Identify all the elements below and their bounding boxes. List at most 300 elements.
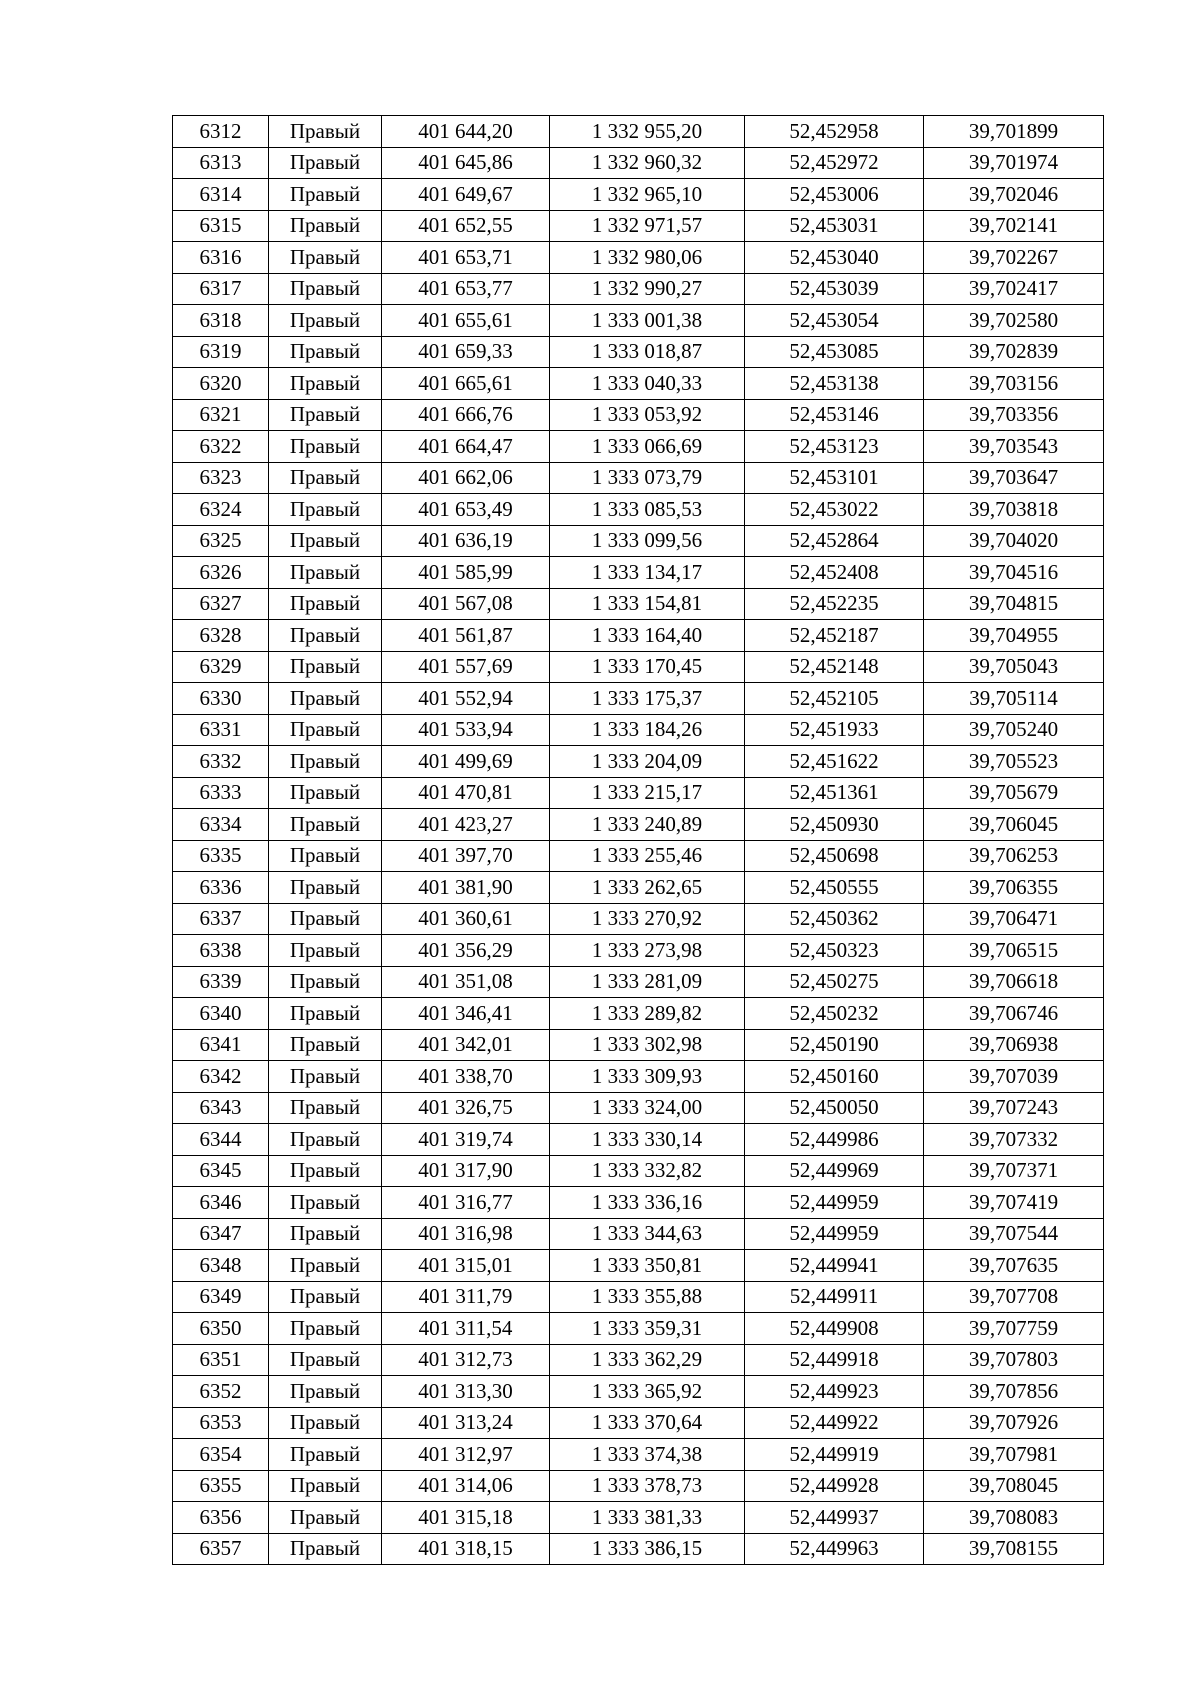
point-number-cell: 6312 [173,116,269,148]
x-coordinate-cell: 401 338,70 [382,1061,550,1093]
side-cell: Правый [269,998,382,1030]
longitude-cell: 39,708155 [924,1533,1104,1565]
latitude-cell: 52,452187 [745,620,924,652]
y-coordinate-cell: 1 333 255,46 [550,840,745,872]
x-coordinate-cell: 401 311,79 [382,1281,550,1313]
y-coordinate-cell: 1 333 324,00 [550,1092,745,1124]
table-row [173,714,1104,746]
table-row [173,683,1104,715]
side-cell: Правый [269,1187,382,1219]
side-cell: Правый [269,840,382,872]
table-row [173,1250,1104,1282]
table-row [173,273,1104,305]
longitude-cell: 39,702046 [924,179,1104,211]
side-cell: Правый [269,588,382,620]
x-coordinate-cell: 401 316,77 [382,1187,550,1219]
y-coordinate-cell: 1 333 204,09 [550,746,745,778]
longitude-cell: 39,702417 [924,273,1104,305]
x-coordinate-cell: 401 653,49 [382,494,550,526]
table-row [173,210,1104,242]
latitude-cell: 52,449959 [745,1187,924,1219]
x-coordinate-cell: 401 664,47 [382,431,550,463]
point-number-cell: 6322 [173,431,269,463]
side-cell: Правый [269,620,382,652]
point-number-cell: 6356 [173,1502,269,1534]
side-cell: Правый [269,1218,382,1250]
x-coordinate-cell: 401 645,86 [382,147,550,179]
side-cell: Правый [269,1470,382,1502]
y-coordinate-cell: 1 333 386,15 [550,1533,745,1565]
table-row [173,179,1104,211]
y-coordinate-cell: 1 333 381,33 [550,1502,745,1534]
longitude-cell: 39,706253 [924,840,1104,872]
point-number-cell: 6335 [173,840,269,872]
point-number-cell: 6318 [173,305,269,337]
longitude-cell: 39,707981 [924,1439,1104,1471]
latitude-cell: 52,452235 [745,588,924,620]
latitude-cell: 52,451361 [745,777,924,809]
side-cell: Правый [269,1407,382,1439]
y-coordinate-cell: 1 333 370,64 [550,1407,745,1439]
side-cell: Правый [269,242,382,274]
latitude-cell: 52,449937 [745,1502,924,1534]
table-row [173,368,1104,400]
x-coordinate-cell: 401 636,19 [382,525,550,557]
longitude-cell: 39,708045 [924,1470,1104,1502]
x-coordinate-cell: 401 360,61 [382,903,550,935]
coordinates-table [172,115,1104,1565]
y-coordinate-cell: 1 333 355,88 [550,1281,745,1313]
table-row [173,998,1104,1030]
point-number-cell: 6342 [173,1061,269,1093]
longitude-cell: 39,707926 [924,1407,1104,1439]
y-coordinate-cell: 1 333 281,09 [550,966,745,998]
y-coordinate-cell: 1 333 170,45 [550,651,745,683]
longitude-cell: 39,704955 [924,620,1104,652]
y-coordinate-cell: 1 333 099,56 [550,525,745,557]
y-coordinate-cell: 1 333 184,26 [550,714,745,746]
longitude-cell: 39,703156 [924,368,1104,400]
side-cell: Правый [269,179,382,211]
x-coordinate-cell: 401 659,33 [382,336,550,368]
y-coordinate-cell: 1 333 289,82 [550,998,745,1030]
y-coordinate-cell: 1 333 302,98 [550,1029,745,1061]
side-cell: Правый [269,746,382,778]
longitude-cell: 39,707759 [924,1313,1104,1345]
side-cell: Правый [269,1313,382,1345]
table-row [173,494,1104,526]
table-row [173,1124,1104,1156]
x-coordinate-cell: 401 653,77 [382,273,550,305]
x-coordinate-cell: 401 313,24 [382,1407,550,1439]
x-coordinate-cell: 401 470,81 [382,777,550,809]
latitude-cell: 52,449908 [745,1313,924,1345]
table-row [173,336,1104,368]
latitude-cell: 52,453138 [745,368,924,400]
y-coordinate-cell: 1 333 309,93 [550,1061,745,1093]
x-coordinate-cell: 401 313,30 [382,1376,550,1408]
coordinates-table-body [173,116,1104,1565]
point-number-cell: 6344 [173,1124,269,1156]
side-cell: Правый [269,683,382,715]
longitude-cell: 39,706618 [924,966,1104,998]
y-coordinate-cell: 1 333 332,82 [550,1155,745,1187]
point-number-cell: 6347 [173,1218,269,1250]
y-coordinate-cell: 1 333 040,33 [550,368,745,400]
point-number-cell: 6325 [173,525,269,557]
longitude-cell: 39,705043 [924,651,1104,683]
y-coordinate-cell: 1 333 378,73 [550,1470,745,1502]
side-cell: Правый [269,935,382,967]
x-coordinate-cell: 401 315,01 [382,1250,550,1282]
side-cell: Правый [269,872,382,904]
point-number-cell: 6348 [173,1250,269,1282]
y-coordinate-cell: 1 333 085,53 [550,494,745,526]
side-cell: Правый [269,305,382,337]
latitude-cell: 52,450190 [745,1029,924,1061]
point-number-cell: 6332 [173,746,269,778]
latitude-cell: 52,451933 [745,714,924,746]
longitude-cell: 39,702267 [924,242,1104,274]
latitude-cell: 52,449963 [745,1533,924,1565]
latitude-cell: 52,449911 [745,1281,924,1313]
x-coordinate-cell: 401 316,98 [382,1218,550,1250]
x-coordinate-cell: 401 652,55 [382,210,550,242]
longitude-cell: 39,707708 [924,1281,1104,1313]
y-coordinate-cell: 1 333 273,98 [550,935,745,967]
latitude-cell: 52,452148 [745,651,924,683]
longitude-cell: 39,705679 [924,777,1104,809]
x-coordinate-cell: 401 346,41 [382,998,550,1030]
table-row [173,809,1104,841]
y-coordinate-cell: 1 333 365,92 [550,1376,745,1408]
point-number-cell: 6343 [173,1092,269,1124]
x-coordinate-cell: 401 649,67 [382,179,550,211]
point-number-cell: 6324 [173,494,269,526]
x-coordinate-cell: 401 326,75 [382,1092,550,1124]
table-row [173,557,1104,589]
latitude-cell: 52,450698 [745,840,924,872]
table-row [173,1376,1104,1408]
longitude-cell: 39,702839 [924,336,1104,368]
latitude-cell: 52,450930 [745,809,924,841]
point-number-cell: 6355 [173,1470,269,1502]
latitude-cell: 52,449969 [745,1155,924,1187]
side-cell: Правый [269,210,382,242]
x-coordinate-cell: 401 423,27 [382,809,550,841]
side-cell: Правый [269,1124,382,1156]
longitude-cell: 39,703356 [924,399,1104,431]
latitude-cell: 52,450275 [745,966,924,998]
y-coordinate-cell: 1 333 154,81 [550,588,745,620]
table-row [173,1344,1104,1376]
y-coordinate-cell: 1 332 980,06 [550,242,745,274]
side-cell: Правый [269,1281,382,1313]
side-cell: Правый [269,1502,382,1534]
side-cell: Правый [269,431,382,463]
x-coordinate-cell: 401 665,61 [382,368,550,400]
point-number-cell: 6334 [173,809,269,841]
latitude-cell: 52,449959 [745,1218,924,1250]
point-number-cell: 6339 [173,966,269,998]
table-row [173,1502,1104,1534]
y-coordinate-cell: 1 332 971,57 [550,210,745,242]
point-number-cell: 6320 [173,368,269,400]
side-cell: Правый [269,399,382,431]
point-number-cell: 6354 [173,1439,269,1471]
point-number-cell: 6345 [173,1155,269,1187]
latitude-cell: 52,450232 [745,998,924,1030]
y-coordinate-cell: 1 333 362,29 [550,1344,745,1376]
point-number-cell: 6352 [173,1376,269,1408]
side-cell: Правый [269,1344,382,1376]
table-row [173,1061,1104,1093]
side-cell: Правый [269,1092,382,1124]
y-coordinate-cell: 1 332 955,20 [550,116,745,148]
longitude-cell: 39,703543 [924,431,1104,463]
x-coordinate-cell: 401 318,15 [382,1533,550,1565]
side-cell: Правый [269,966,382,998]
longitude-cell: 39,706471 [924,903,1104,935]
side-cell: Правый [269,147,382,179]
y-coordinate-cell: 1 333 215,17 [550,777,745,809]
y-coordinate-cell: 1 333 330,14 [550,1124,745,1156]
y-coordinate-cell: 1 332 990,27 [550,273,745,305]
side-cell: Правый [269,494,382,526]
point-number-cell: 6330 [173,683,269,715]
y-coordinate-cell: 1 333 336,16 [550,1187,745,1219]
point-number-cell: 6340 [173,998,269,1030]
longitude-cell: 39,707039 [924,1061,1104,1093]
longitude-cell: 39,707371 [924,1155,1104,1187]
table-row [173,1029,1104,1061]
point-number-cell: 6314 [173,179,269,211]
longitude-cell: 39,707856 [924,1376,1104,1408]
longitude-cell: 39,706355 [924,872,1104,904]
side-cell: Правый [269,462,382,494]
point-number-cell: 6329 [173,651,269,683]
longitude-cell: 39,707635 [924,1250,1104,1282]
latitude-cell: 52,453039 [745,273,924,305]
longitude-cell: 39,704020 [924,525,1104,557]
latitude-cell: 52,453123 [745,431,924,463]
longitude-cell: 39,706938 [924,1029,1104,1061]
side-cell: Правый [269,557,382,589]
point-number-cell: 6353 [173,1407,269,1439]
longitude-cell: 39,701899 [924,116,1104,148]
x-coordinate-cell: 401 655,61 [382,305,550,337]
table-row [173,1092,1104,1124]
table-row [173,431,1104,463]
latitude-cell: 52,449928 [745,1470,924,1502]
table-row [173,1218,1104,1250]
longitude-cell: 39,707332 [924,1124,1104,1156]
x-coordinate-cell: 401 351,08 [382,966,550,998]
longitude-cell: 39,707803 [924,1344,1104,1376]
point-number-cell: 6328 [173,620,269,652]
table-row [173,1187,1104,1219]
x-coordinate-cell: 401 312,73 [382,1344,550,1376]
table-row [173,588,1104,620]
y-coordinate-cell: 1 333 374,38 [550,1439,745,1471]
longitude-cell: 39,702141 [924,210,1104,242]
side-cell: Правый [269,1439,382,1471]
x-coordinate-cell: 401 567,08 [382,588,550,620]
side-cell: Правый [269,1533,382,1565]
table-row [173,1155,1104,1187]
y-coordinate-cell: 1 333 270,92 [550,903,745,935]
x-coordinate-cell: 401 552,94 [382,683,550,715]
table-row [173,462,1104,494]
longitude-cell: 39,705240 [924,714,1104,746]
x-coordinate-cell: 401 644,20 [382,116,550,148]
side-cell: Правый [269,714,382,746]
longitude-cell: 39,707243 [924,1092,1104,1124]
side-cell: Правый [269,336,382,368]
point-number-cell: 6357 [173,1533,269,1565]
point-number-cell: 6336 [173,872,269,904]
y-coordinate-cell: 1 333 001,38 [550,305,745,337]
latitude-cell: 52,452864 [745,525,924,557]
side-cell: Правый [269,1155,382,1187]
point-number-cell: 6321 [173,399,269,431]
y-coordinate-cell: 1 333 344,63 [550,1218,745,1250]
point-number-cell: 6317 [173,273,269,305]
longitude-cell: 39,706746 [924,998,1104,1030]
longitude-cell: 39,705114 [924,683,1104,715]
longitude-cell: 39,707419 [924,1187,1104,1219]
latitude-cell: 52,449941 [745,1250,924,1282]
latitude-cell: 52,449918 [745,1344,924,1376]
side-cell: Правый [269,809,382,841]
table-row [173,525,1104,557]
latitude-cell: 52,453101 [745,462,924,494]
table-row [173,620,1104,652]
y-coordinate-cell: 1 333 350,81 [550,1250,745,1282]
table-row [173,651,1104,683]
x-coordinate-cell: 401 315,18 [382,1502,550,1534]
table-row [173,399,1104,431]
latitude-cell: 52,449923 [745,1376,924,1408]
longitude-cell: 39,704516 [924,557,1104,589]
point-number-cell: 6319 [173,336,269,368]
x-coordinate-cell: 401 499,69 [382,746,550,778]
x-coordinate-cell: 401 312,97 [382,1439,550,1471]
latitude-cell: 52,453022 [745,494,924,526]
point-number-cell: 6350 [173,1313,269,1345]
latitude-cell: 52,452408 [745,557,924,589]
latitude-cell: 52,453085 [745,336,924,368]
side-cell: Правый [269,1376,382,1408]
latitude-cell: 52,452958 [745,116,924,148]
latitude-cell: 52,449986 [745,1124,924,1156]
point-number-cell: 6333 [173,777,269,809]
table-row [173,1407,1104,1439]
latitude-cell: 52,450362 [745,903,924,935]
side-cell: Правый [269,368,382,400]
side-cell: Правый [269,777,382,809]
table-row [173,305,1104,337]
side-cell: Правый [269,1029,382,1061]
y-coordinate-cell: 1 333 066,69 [550,431,745,463]
point-number-cell: 6346 [173,1187,269,1219]
point-number-cell: 6341 [173,1029,269,1061]
point-number-cell: 6337 [173,903,269,935]
side-cell: Правый [269,1250,382,1282]
longitude-cell: 39,705523 [924,746,1104,778]
point-number-cell: 6349 [173,1281,269,1313]
point-number-cell: 6331 [173,714,269,746]
x-coordinate-cell: 401 342,01 [382,1029,550,1061]
longitude-cell: 39,704815 [924,588,1104,620]
latitude-cell: 52,450555 [745,872,924,904]
y-coordinate-cell: 1 333 359,31 [550,1313,745,1345]
longitude-cell: 39,702580 [924,305,1104,337]
x-coordinate-cell: 401 557,69 [382,651,550,683]
x-coordinate-cell: 401 317,90 [382,1155,550,1187]
table-row [173,966,1104,998]
point-number-cell: 6315 [173,210,269,242]
y-coordinate-cell: 1 332 960,32 [550,147,745,179]
point-number-cell: 6326 [173,557,269,589]
latitude-cell: 52,450160 [745,1061,924,1093]
x-coordinate-cell: 401 319,74 [382,1124,550,1156]
x-coordinate-cell: 401 311,54 [382,1313,550,1345]
y-coordinate-cell: 1 333 018,87 [550,336,745,368]
table-row [173,147,1104,179]
side-cell: Правый [269,1061,382,1093]
latitude-cell: 52,453031 [745,210,924,242]
longitude-cell: 39,707544 [924,1218,1104,1250]
x-coordinate-cell: 401 653,71 [382,242,550,274]
y-coordinate-cell: 1 333 053,92 [550,399,745,431]
table-row [173,116,1104,148]
x-coordinate-cell: 401 585,99 [382,557,550,589]
x-coordinate-cell: 401 666,76 [382,399,550,431]
x-coordinate-cell: 401 356,29 [382,935,550,967]
point-number-cell: 6338 [173,935,269,967]
table-row [173,1313,1104,1345]
table-row [173,1439,1104,1471]
table-row [173,872,1104,904]
y-coordinate-cell: 1 333 175,37 [550,683,745,715]
y-coordinate-cell: 1 333 240,89 [550,809,745,841]
latitude-cell: 52,453054 [745,305,924,337]
table-row [173,1470,1104,1502]
latitude-cell: 52,450323 [745,935,924,967]
x-coordinate-cell: 401 397,70 [382,840,550,872]
table-row [173,903,1104,935]
x-coordinate-cell: 401 381,90 [382,872,550,904]
table-row [173,935,1104,967]
y-coordinate-cell: 1 333 262,65 [550,872,745,904]
point-number-cell: 6313 [173,147,269,179]
longitude-cell: 39,706515 [924,935,1104,967]
latitude-cell: 52,452972 [745,147,924,179]
table-row [173,1281,1104,1313]
x-coordinate-cell: 401 662,06 [382,462,550,494]
latitude-cell: 52,452105 [745,683,924,715]
y-coordinate-cell: 1 332 965,10 [550,179,745,211]
latitude-cell: 52,451622 [745,746,924,778]
x-coordinate-cell: 401 314,06 [382,1470,550,1502]
point-number-cell: 6316 [173,242,269,274]
side-cell: Правый [269,525,382,557]
latitude-cell: 52,450050 [745,1092,924,1124]
y-coordinate-cell: 1 333 134,17 [550,557,745,589]
table-row [173,777,1104,809]
side-cell: Правый [269,651,382,683]
